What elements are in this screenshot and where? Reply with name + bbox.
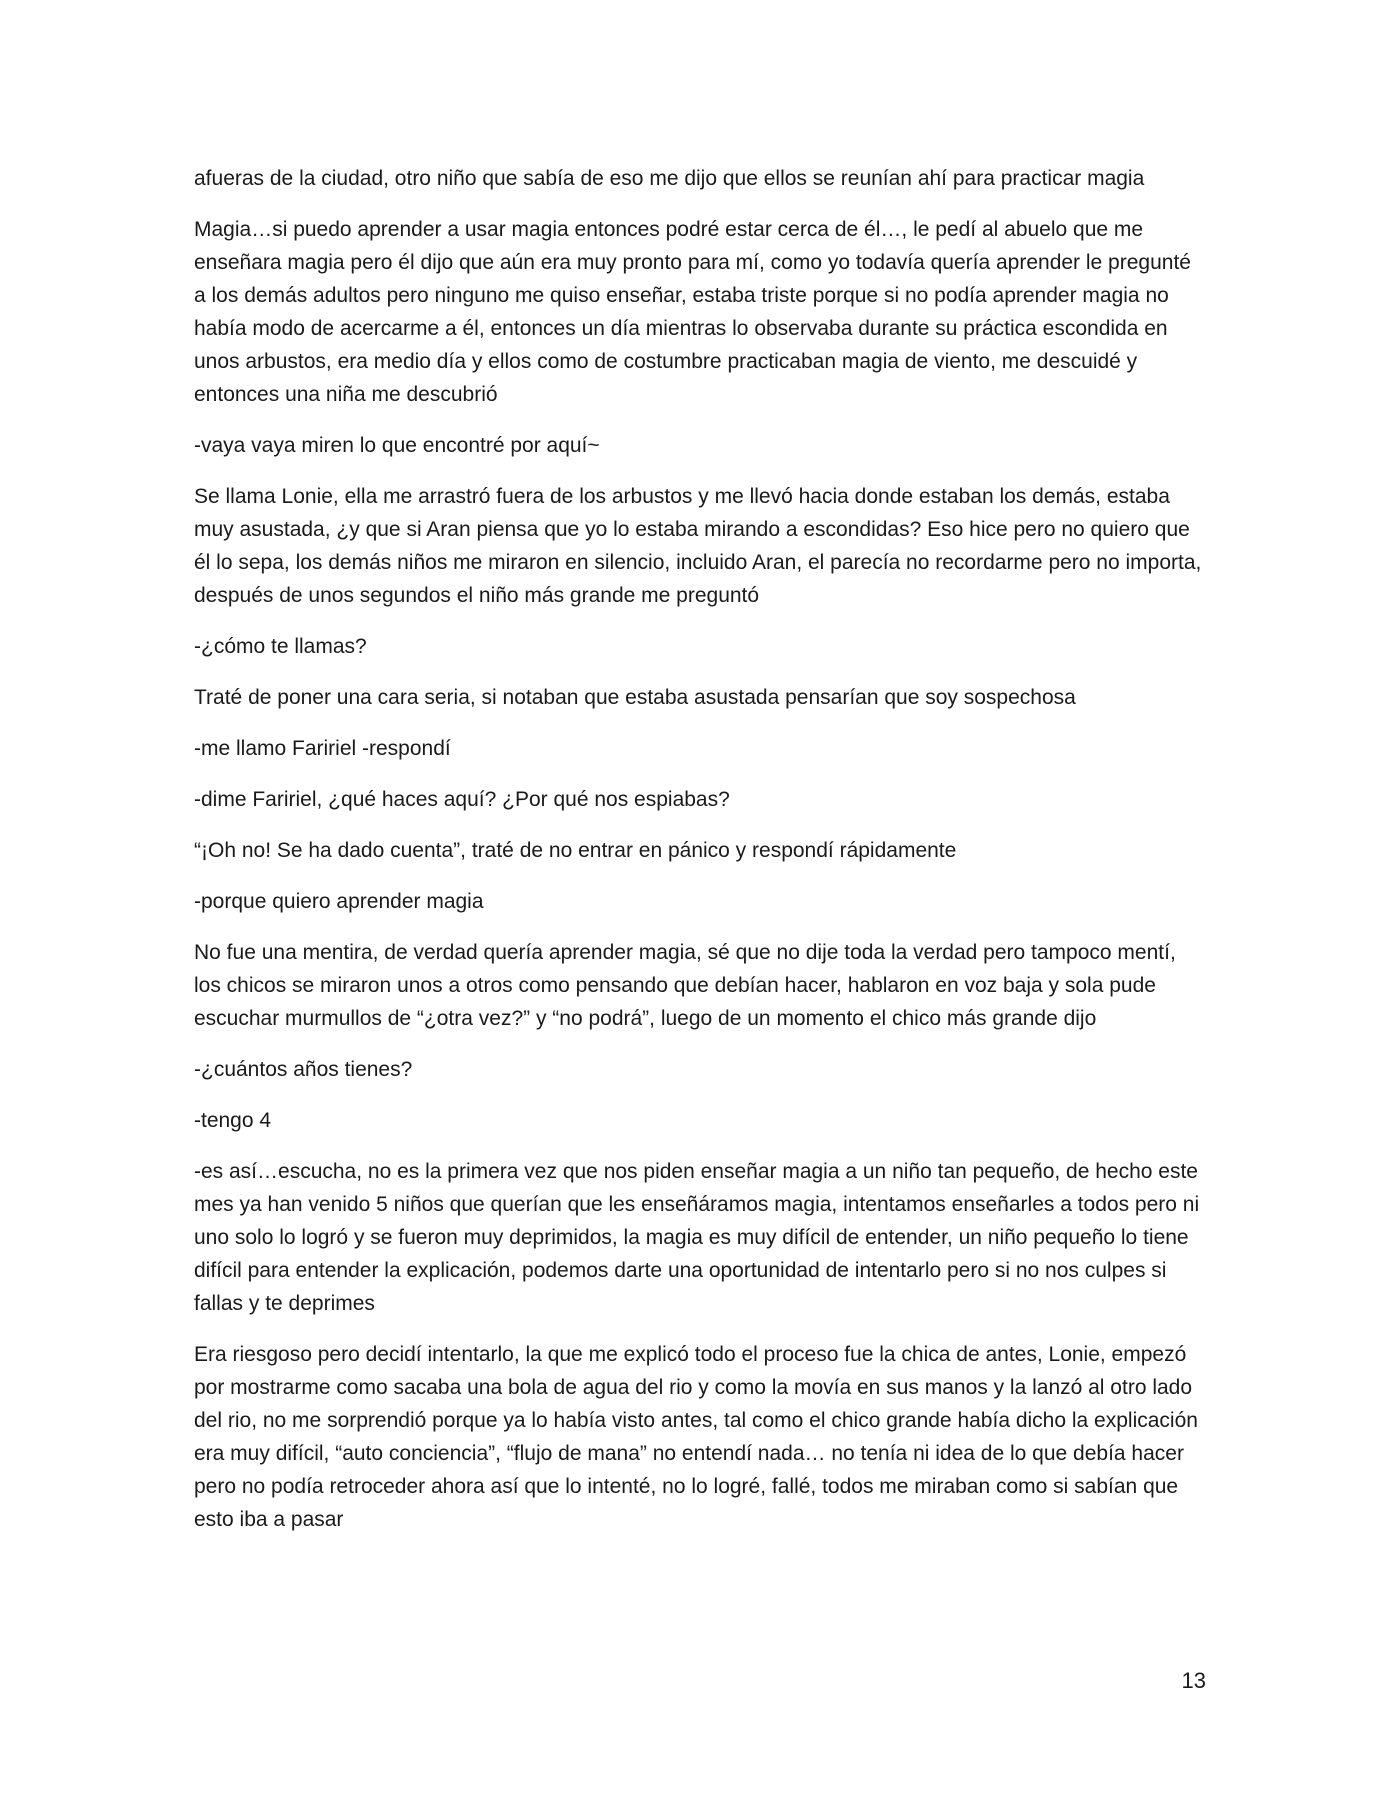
paragraph: -es así…escucha, no es la primera vez que nos piden enseñar magia a un niño tan pequeño, de hecho este mes ya han venido 5 niños que querían que les enseñáramos magia, intentamos enseñarles a todos pero ni uno solo lo logró y se fueron muy deprimidos, la magia es muy difícil de entender, un niño pequeño lo tiene difícil para entender la explicación, podemos darte una oportunidad de intentarlo pero si no nos culpes si fallas y te deprimes [194,1160,1200,1315]
paragraph: -porque quiero aprender magia [194,890,484,913]
paragraph: afueras de la ciudad, otro niño que sabía de eso me dijo que ellos se reunían ahí para practicar magia [194,167,1145,190]
paragraph: -vaya vaya miren lo que encontré por aquí~ [194,434,600,457]
paragraph: “¡Oh no! Se ha dado cuenta”, traté de no entrar en pánico y respondí rápidamente [194,839,957,862]
paragraph: Se llama Lonie, ella me arrastró fuera de los arbustos y me llevó hacia donde estaban los demás, estaba muy asustada, ¿y que si Aran piensa que yo lo estaba mirando a escondidas? Eso hice pero no quiero que él lo sepa, los demás niños me miraron en silencio, incluido Aran, el parecía no recordarme pero no importa, después de unos segundos el niño más grande me preguntó [194,485,1202,607]
paragraph: No fue una mentira, de verdad quería aprender magia, sé que no dije toda la verdad pero tampoco mentí, los chicos se miraron unos a otros como pensando que debían hacer, hablaron en voz baja y sola pude escuchar murmullos de “¿otra vez?” y “no podrá”, luego de un momento el chico más grande dijo [194,941,1176,1030]
paragraph: Traté de poner una cara seria, si notaban que estaba asustada pensarían que soy sospechosa [194,686,1076,709]
body-text [194,162,1206,1554]
page-number: 13 [1181,1668,1206,1693]
paragraph: -¿cuántos años tienes? [194,1058,413,1081]
paragraph: -me llamo Faririel -respondí [194,737,451,760]
paragraph: -dime Faririel, ¿qué haces aquí? ¿Por qué nos espiabas? [194,788,730,811]
paragraph: Magia…si puedo aprender a usar magia entonces podré estar cerca de él…, le pedí al abuelo que me enseñara magia pero él dijo que aún era muy pronto para mí, como yo todavía quería aprender le pregunté a los demás adultos pero ninguno me quiso enseñar, estaba triste porque si no podía aprender magia no había modo de acercarme a él, entonces un día mientras lo observaba durante su práctica escondida en unos arbustos, era medio día y ellos como de costumbre practicaban magia de viento, me descuidé y entonces una niña me descubrió [194,218,1191,406]
paragraph: -¿cómo te llamas? [194,635,367,658]
paragraph: -tengo 4 [194,1109,272,1132]
paragraph: Era riesgoso pero decidí intentarlo, la que me explicó todo el proceso fue la chica de antes, Lonie, empezó por mostrarme como sacaba una bola de agua del rio y como la movía en sus manos y la lanzó al otro lado del rio, no me sorprendió porque ya lo había visto antes, tal como el chico grande había dicho la explicación era muy difícil, “auto conciencia”, “flujo de mana” no entendí nada… no tenía ni idea de lo que debía hacer pero no podía retroceder ahora así que lo intenté, no lo logré, fallé, todos me miraban como si sabían que esto iba a pasar [194,1343,1198,1531]
